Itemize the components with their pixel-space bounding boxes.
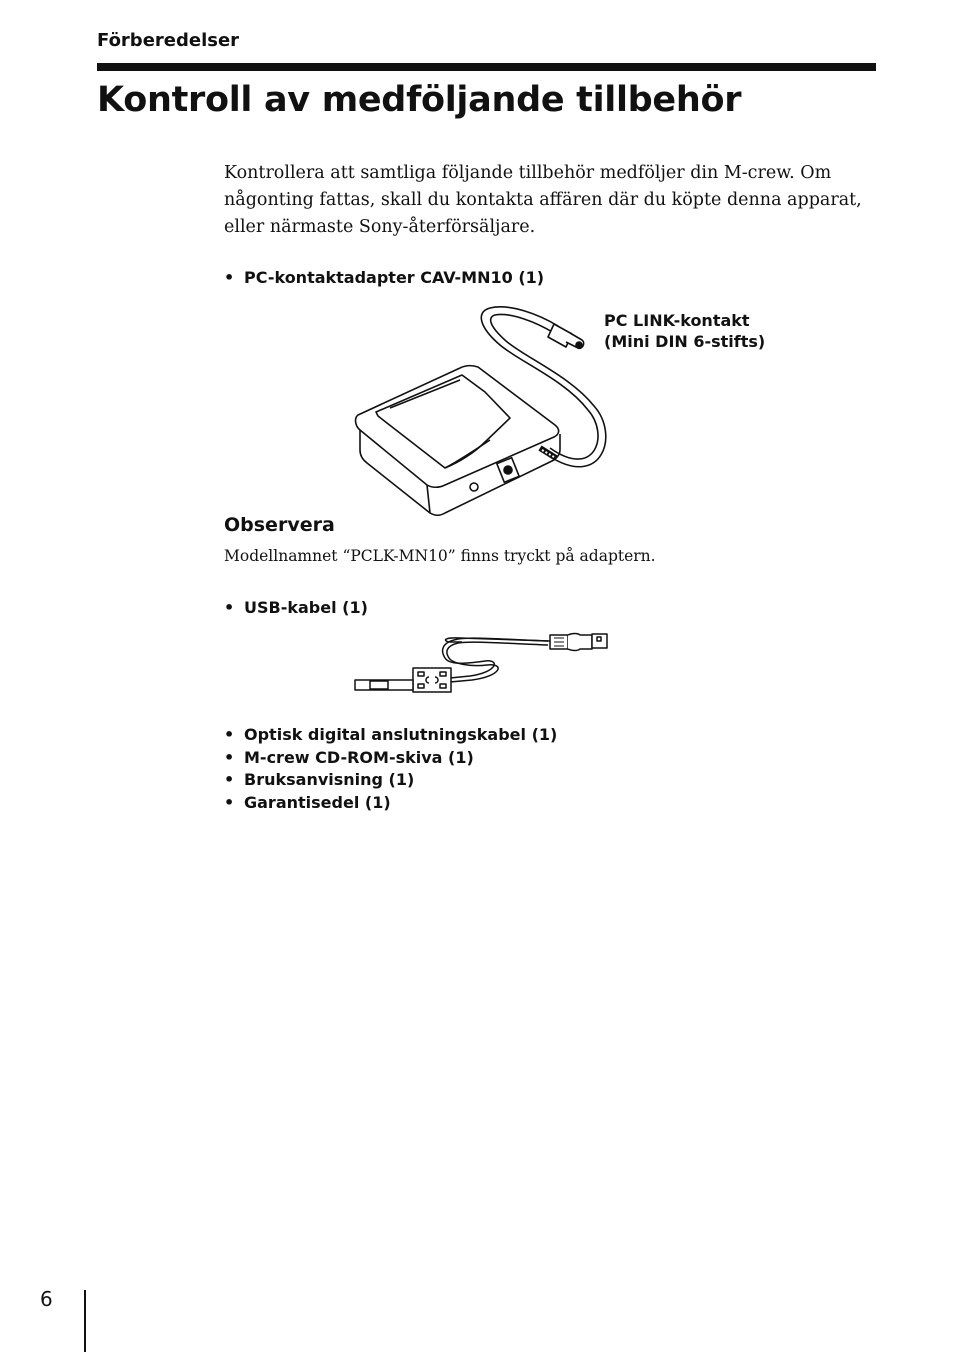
list-item: • Optisk digital anslutningskabel (1): [244, 724, 557, 747]
accessory-list-others: [224, 724, 557, 814]
margin-line: [84, 1290, 86, 1352]
list-item: • Garantisedel (1): [244, 792, 557, 815]
list-item: • Bruksanvisning (1): [244, 769, 557, 792]
list-item: • USB-kabel (1): [244, 597, 368, 620]
callout-line-1: PC LINK-kontakt: [604, 311, 750, 330]
list-item: • M-crew CD-ROM-skiva (1): [244, 747, 557, 770]
pc-link-callout: [604, 310, 765, 352]
list-item: • PC-kontaktadapter CAV-MN10 (1): [244, 267, 544, 290]
section-label: Förberedelser: [97, 30, 240, 51]
callout-line-2: (Mini DIN 6-stifts): [604, 332, 766, 351]
accessory-list-usb: [224, 597, 368, 620]
note-heading: Observera: [224, 514, 335, 536]
adapter-illustration: [350, 300, 610, 520]
intro-paragraph: Kontrollera att samtliga följande tillbehör medföljer din M-crew. Om någonting fattas, skall du kontakta affären där du köpte denna apparat, eller närmaste Sony-återförsäljare.: [224, 163, 862, 237]
header-rule: [97, 63, 876, 71]
page-number: 6: [40, 1287, 53, 1311]
page-title: Kontroll av medföljande tillbehör: [97, 80, 742, 120]
accessory-list-adapter: [224, 267, 544, 290]
note-text: Modellnamnet “PCLK-MN10” finns tryckt på adaptern.: [224, 547, 656, 565]
usb-cable-illustration: [350, 628, 615, 698]
